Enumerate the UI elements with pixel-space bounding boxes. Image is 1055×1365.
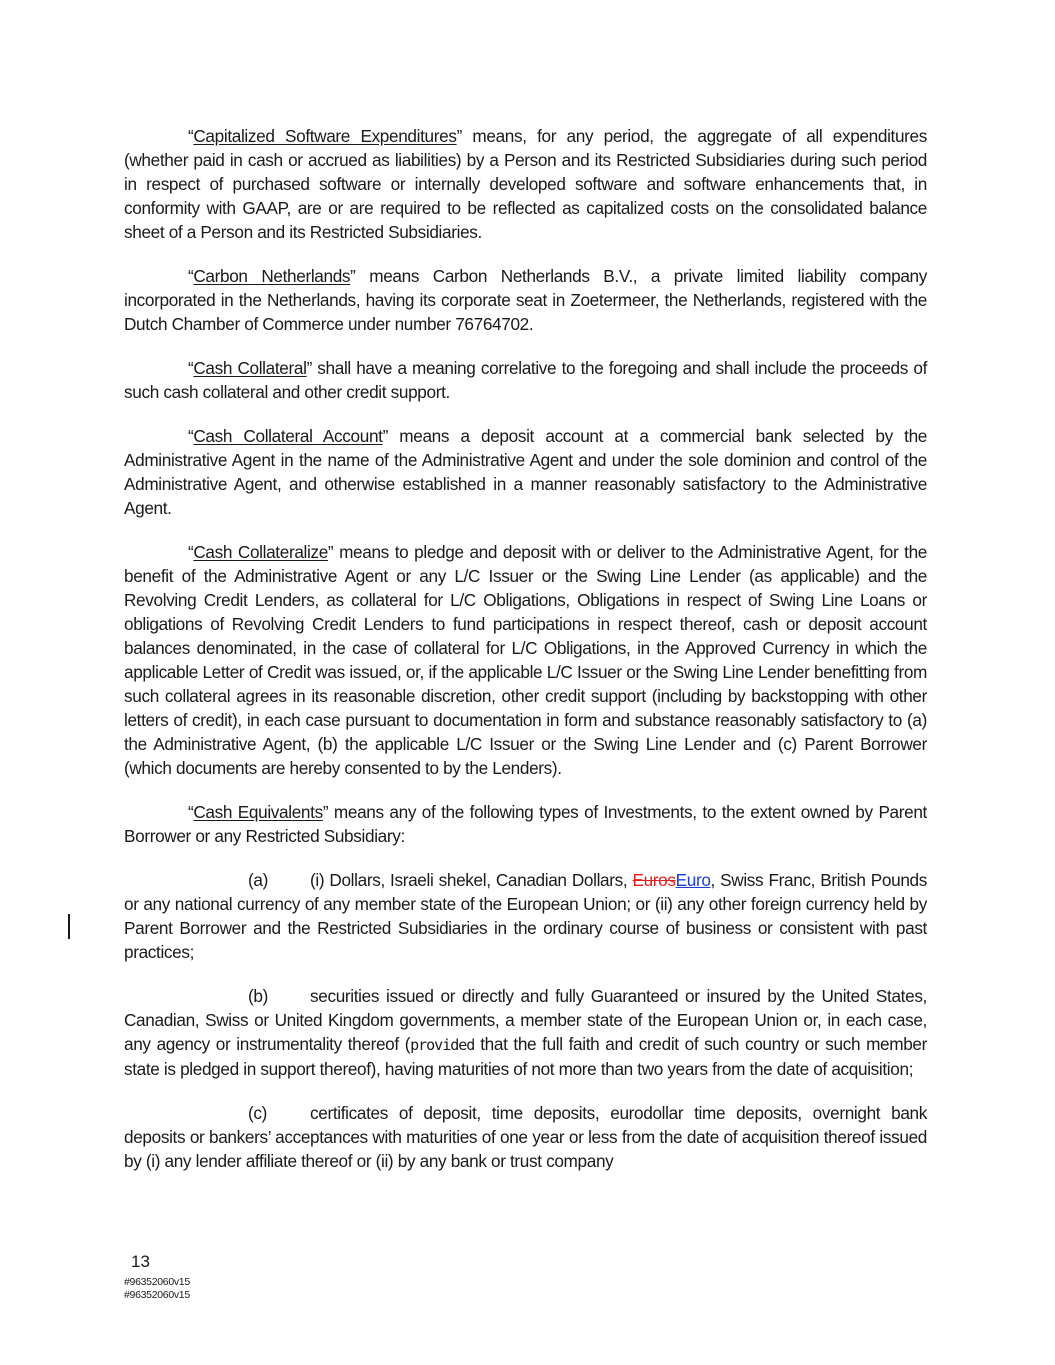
defined-term: Cash Collateral Account	[193, 426, 383, 446]
defined-term: Capitalized Software Expenditures	[193, 126, 457, 146]
definition-cash-equivalents: “Cash Equivalents” means any of the following types of Investments, to the extent owned by Parent Borrower or any Restricted Subsidiary:	[124, 802, 927, 846]
list-item-b	[124, 984, 927, 1081]
list-item-a	[124, 868, 927, 964]
definition-text: means to pledge and deposit with or deliver to the Administrative Agent, for the benefit of the Administrative Agent or any L/C Issuer or the Swing Line Lender (as applicable) and the Revolving Credit Lenders, as collateral for L/C Obligations, Obligations in respect of Swing Line Loans or obligations of Revolving Credit Lenders to fund participations in respect thereof, cash or deposit account balances denominated, in the case of collateral for L/C Obligations, in the Approved Currency in which the applicable Letter of Credit was issued, or, if the applicable L/C Issuer or the Swing Line Lender benefitting from such collateral agrees in its reasonable discretion, other credit support (including by backstopping with other letters of credit), in each case pursuant to documentation in form and substance reasonably satisfactory to (a) the Administrative Agent, (b) the applicable L/C Issuer or the Swing Line Lender and (c) Parent Borrower (which documents are hereby consented to by the Lenders).	[124, 542, 927, 778]
definition-cash-collateral-account: “Cash Collateral Account” means a deposit account at a commercial bank selected by the Administrative Agent in the name of the Administrative Agent and under the sole dominion and control of the Administrative Agent, and otherwise established in a manner reasonably satisfactory to the Administrative Agent.	[124, 426, 927, 518]
definition-cash-collateralize: “Cash Collateralize” means to pledge and deposit with or deliver to the Administrative Agent, for the benefit of the Administrative Agent or any L/C Issuer or the Swing Line Lender (as applicable) and the Revolving Credit Lenders, as collateral for L/C Obligations, Obligations in respect of Swing Line Loans or obligations of Revolving Credit Lenders to fund participations in respect thereof, cash or deposit account balances denominated, in the case of collateral for L/C Obligations, in the Approved Currency in which the applicable Letter of Credit was issued, or, if the applicable L/C Issuer or the Swing Line Lender benefitting from such collateral agrees in its reasonable discretion, other credit support (including by backstopping with other letters of credit), in each case pursuant to documentation in form and substance reasonably satisfactory to (a) the Administrative Agent, (b) the applicable L/C Issuer or the Swing Line Lender and (c) Parent Borrower (which documents are hereby consented to by the Lenders).	[124, 542, 927, 778]
change-bar	[68, 914, 70, 939]
provided-term: provided	[410, 1036, 475, 1054]
definition-cash-collateral: “Cash Collateral” shall have a meaning correlative to the foregoing and shall include the proceeds of such cash collateral and other credit support.	[124, 358, 927, 402]
defined-term: Cash Equivalents	[193, 802, 323, 822]
definition-capitalized-software-expenditures: “Capitalized Software Expenditures” means, for any period, the aggregate of all expenditures (whether paid in cash or accrued as liabilities) by a Person and its Restricted Subsidiaries during such period in respect of purchased software or internally developed software and software enhancements that, in conformity with GAAP, are or are required to be reflected as capitalized costs on the consolidated balance sheet of a Person and its Restricted Subsidiaries.	[124, 126, 927, 242]
definition-text: means any of the following types of Investments, to the extent owned by Parent Borrower or any Restricted Subsidiary:	[124, 802, 927, 846]
inserted-text: Euro	[675, 870, 711, 890]
definition-text: means Carbon Netherlands B.V., a private limited liability company incorporated in the Netherlands, having its corporate seat in Zoetermeer, the Netherlands, registered with the Dutch Chamber of Commerce under number 76764702.	[124, 266, 927, 334]
doc-id: #96352060v15	[124, 1289, 190, 1301]
doc-id: #96352060v15	[124, 1276, 190, 1288]
item-label: (c)	[248, 1103, 267, 1123]
defined-term: Carbon Netherlands	[193, 266, 351, 286]
list-item-c	[124, 1101, 927, 1173]
definition-carbon-netherlands: “Carbon Netherlands” means Carbon Netherlands B.V., a private limited liability company incorporated in the Netherlands, having its corporate seat in Zoetermeer, the Netherlands, registered with the Dutch Chamber of Commerce under number 76764702.	[124, 266, 927, 334]
item-label: (b)	[248, 986, 268, 1006]
item-label: (a)	[248, 870, 268, 890]
definition-text: means, for any period, the aggregate of all expenditures (whether paid in cash or accrued as liabilities) by a Person and its Restricted Subsidiaries during such period in respect of purchased software or internally developed software and software enhancements that, in conformity with GAAP, are or are required to be reflected as capitalized costs on the consolidated balance sheet of a Person and its Restricted Subsidiaries.	[124, 126, 927, 242]
item-text: , Swiss Franc, British Pounds or any national currency of any member state of the European Union; or (ii) any other foreign currency held by Parent Borrower and the Restricted Subsidiaries in the ordinary course of business or consistent with past practices;	[124, 870, 927, 962]
document-page	[124, 124, 927, 1193]
definition-text: means a deposit account at a commercial bank selected by the Administrative Agent in the name of the Administrative Agent and under the sole dominion and control of the Administrative Agent, and otherwise established in a manner reasonably satisfactory to the Administrative Agent.	[124, 426, 927, 518]
definition-text: shall have a meaning correlative to the foregoing and shall include the proceeds of such cash collateral and other credit support.	[124, 358, 927, 402]
item-text: certificates of deposit, time deposits, eurodollar time deposits, overnight bank deposits or bankers’ acceptances with maturities of one year or less from the date of acquisition thereof issued by (i) any lender affiliate thereof or (ii) by any bank or trust company	[124, 1103, 927, 1171]
defined-term: Cash Collateralize	[193, 542, 328, 562]
defined-term: Cash Collateral	[193, 358, 307, 378]
item-text: (i) Dollars, Israeli shekel, Canadian Dollars,	[310, 870, 633, 890]
item-text: securities issued or directly and fully Guaranteed or insured by the United States, Canadian, Swiss or United Kingdom governments, a member state of the European Union or, in each case, any agency or instrumentality thereof (	[124, 986, 927, 1054]
deleted-text: Euros	[632, 870, 676, 890]
item-text: that the full faith and credit of such country or such member state is pledged in support thereof), having maturities of not more than two years from the date of acquisition;	[124, 1034, 928, 1079]
page-number: 13	[131, 1252, 150, 1271]
